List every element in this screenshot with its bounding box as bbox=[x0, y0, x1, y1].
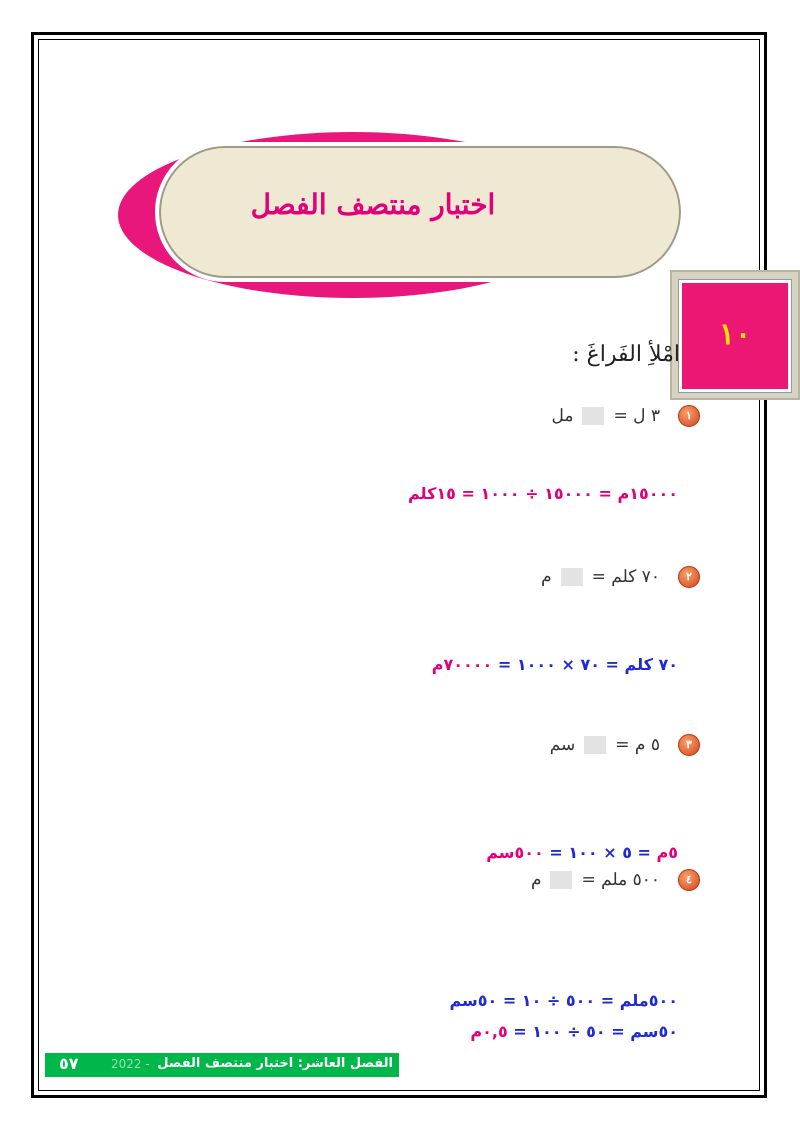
answer-4-line-2-main: ٥٠سم = ٥٠ ÷ ١٠٠ = bbox=[507, 1022, 678, 1041]
answer-4-line-2-result: ٠,٥م bbox=[470, 1022, 508, 1041]
blank-box bbox=[584, 736, 606, 754]
question-number-badge: ٢ bbox=[678, 566, 700, 588]
blank-box bbox=[561, 568, 583, 586]
page-title: اختبار منتصف الفصل bbox=[250, 188, 496, 221]
footer-label bbox=[157, 1056, 393, 1071]
question-3 bbox=[550, 734, 700, 756]
answer-4-line-1: ٥٠٠ملم = ٥٠٠ ÷ ١٠ = ٥٠سم bbox=[449, 991, 678, 1010]
question-unit: مل bbox=[551, 406, 574, 426]
answer-2-prefix: ٧٠ كلم bbox=[624, 655, 678, 674]
answer-3 bbox=[486, 843, 678, 862]
question-unit: م bbox=[541, 567, 552, 587]
question-1 bbox=[551, 405, 700, 427]
chapter-banner bbox=[118, 130, 752, 352]
answer-3-result: ٥٠٠سم bbox=[486, 843, 544, 862]
instruction: امْلأِ الفَراغَ : bbox=[572, 342, 680, 367]
chapter-number: ١٠ bbox=[718, 317, 752, 352]
question-2 bbox=[541, 566, 700, 588]
answer-3-mid: = ٥ × ١٠٠ = bbox=[543, 843, 657, 862]
footer-bar bbox=[45, 1053, 399, 1077]
question-number-badge: ٣ bbox=[678, 734, 700, 756]
page-number: ٥٧ bbox=[59, 1054, 79, 1073]
answer-3-prefix: ٥م bbox=[656, 843, 678, 862]
chapter-number-box bbox=[679, 280, 791, 392]
footer-title: اختبار منتصف الفصل bbox=[157, 1056, 294, 1071]
question-left: ٣ ل = bbox=[613, 406, 660, 426]
answer-2-result: ٧٠٠٠٠م bbox=[431, 655, 493, 674]
blank-box bbox=[550, 871, 572, 889]
question-left: ٧٠ كلم = bbox=[591, 567, 660, 587]
question-left: ٥ م = bbox=[615, 735, 660, 755]
footer-year: 2022 - bbox=[111, 1057, 150, 1071]
question-4 bbox=[531, 869, 700, 891]
answer-1: ١٥٠٠٠م = ١٥٠٠٠ ÷ ١٠٠٠ = ١٥كلم bbox=[407, 484, 678, 503]
footer-chapter: الفصل العاشر: bbox=[297, 1056, 393, 1071]
question-number-badge: ٤ bbox=[678, 869, 700, 891]
blank-box bbox=[582, 407, 604, 425]
question-unit: م bbox=[530, 870, 542, 890]
question-number-badge: ١ bbox=[678, 405, 700, 427]
question-left: ٥٠٠ ملم = bbox=[581, 870, 660, 890]
answer-2 bbox=[432, 655, 678, 674]
question-unit: سم bbox=[549, 735, 576, 755]
answer-4-line-2 bbox=[470, 1022, 678, 1041]
answer-2-mid: = ٧٠ × ١٠٠٠ = bbox=[492, 655, 625, 674]
